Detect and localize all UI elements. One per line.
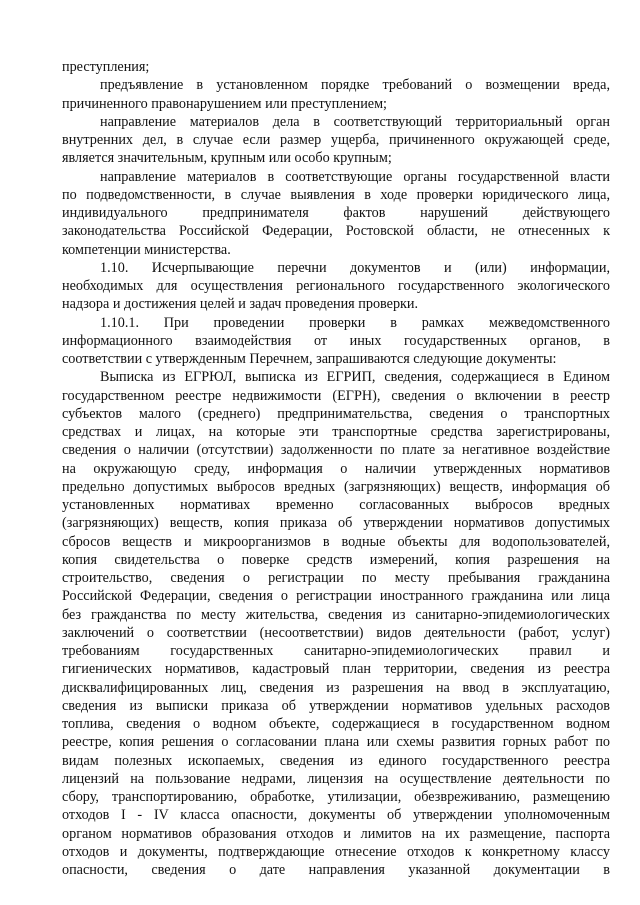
text-line: (загрязняющих) веществ, копия приказа об утверждении нормативов допустимых	[62, 515, 610, 532]
text-line: причиненного правонарушением или преступлением;	[62, 95, 388, 112]
text-line: органом нормативов образования отходов и лимитов на их размещение, паспорта	[62, 825, 610, 842]
text-line: надзора и достижения целей и задач проведения проверки.	[62, 296, 419, 313]
text-line: строительство, сведения о регистрации по месту пребывания гражданина	[62, 570, 610, 586]
document-page	[62, 58, 610, 879]
text-line: по подведомственности, в случае выявления в ходе проверки юридического лица,	[62, 186, 610, 203]
text-line: лицензий на пользование недрами, лицензия на осуществление деятельности по	[62, 770, 610, 787]
text-line: преступления;	[62, 59, 150, 75]
text-line: компетенции министерства.	[62, 241, 231, 258]
text-line: 1.10. Исчерпывающие перечни документов и (или) информации,	[100, 259, 610, 276]
text-line: видам полезных ископаемых, сведения из единого государственного реестра	[62, 752, 610, 769]
text-line: требованиям государственных санитарно-эпидемиологических правил и	[62, 643, 610, 659]
text-line: установленных нормативах временно согласованных выбросов вредных	[62, 497, 610, 513]
text-line: средствах и лицах, на которые эти транспортные средства зарегистрированы,	[62, 424, 610, 440]
text-line: является значительным, крупным или особо крупным;	[62, 150, 392, 167]
text-line: законодательства Российской Федерации, Ростовской области, не отнесенных к	[62, 223, 610, 240]
text-line: сбору, транспортированию, обработке, утилизации, обезвреживанию, размещению	[62, 789, 610, 805]
text-line: сведения о наличии (отсутствии) задолженности по плате за негативное воздействие	[62, 442, 610, 459]
text-line: гигиенических нормативов, кадастровый план территории, сведения из реестра	[62, 661, 610, 678]
text-line: направление материалов в соответствующие органы государственной власти	[100, 168, 610, 185]
text-line: реестре, копия решения о согласовании плана или схемы развития горных работ по	[62, 734, 610, 751]
text-line: государственном реестре недвижимости (ЕГРН), сведения о включении в реестр	[62, 387, 610, 404]
text-line: 1.10.1. При проведении проверки в рамках межведомственного	[100, 314, 610, 331]
text-line: предъявление в установленном порядке требований о возмещении вреда,	[100, 77, 610, 94]
text-line: предельно допустимых выбросов вредных (загрязняющих) веществ, информация об	[62, 478, 610, 495]
text-line: отходов и документы, подтверждающие отнесение отходов к конкретному классу	[62, 843, 610, 860]
text-line: дисквалифицированных лиц, сведения из разрешения на ввод в эксплуатацию,	[62, 679, 610, 696]
text-line: копия свидетельства о поверке средств измерений, копия разрешения на	[62, 551, 610, 568]
text-line: сведения из выписки приказа об утверждении нормативов удельных расходов	[62, 697, 610, 714]
text-line: направление материалов дела в соответствующий территориальный орган	[100, 113, 610, 130]
text-line: отходов I - IV класса опасности, документы об утверждении уполномоченным	[62, 807, 610, 824]
text-line: индивидуального предпринимателя фактов нарушений действующего	[62, 205, 610, 221]
text-line: Выписка из ЕГРЮЛ, выписка из ЕГРИП, сведения, содержащиеся в Едином	[100, 369, 610, 386]
text-line: Российской Федерации, сведения о регистрации иностранного гражданина или лица	[62, 588, 610, 605]
text-line: субъектов малого (среднего) предпринимательства, сведения о транспортных	[62, 405, 610, 422]
text-line: на окружающую среду, информация о наличии утвержденных нормативов	[62, 460, 610, 477]
text-line: информационного взаимодействия от иных государственных органов, в	[62, 332, 610, 349]
text-line: опасности, сведения о дате направления указанной документации в	[62, 862, 610, 878]
text-line: внутренних дел, в случае если размер ущерба, причиненного окружающей среде,	[62, 132, 610, 148]
text-line: топлива, сведения о водном объекте, содержащиеся в государственном водном	[62, 716, 610, 732]
text-line: сбросов веществ и микроорганизмов в водные объекты для водопользователей,	[62, 533, 610, 550]
text-line: необходимых для осуществления регионального государственного экологического	[62, 278, 610, 294]
text-line: без гражданства по месту жительства, сведения из санитарно-эпидемиологических	[62, 606, 610, 623]
text-line: заключений о соответствии (несоответствии) видов деятельности (работ, услуг)	[62, 624, 610, 641]
text-line: соответствии с утвержденным Перечнем, запрашиваются следующие документы:	[62, 351, 557, 367]
